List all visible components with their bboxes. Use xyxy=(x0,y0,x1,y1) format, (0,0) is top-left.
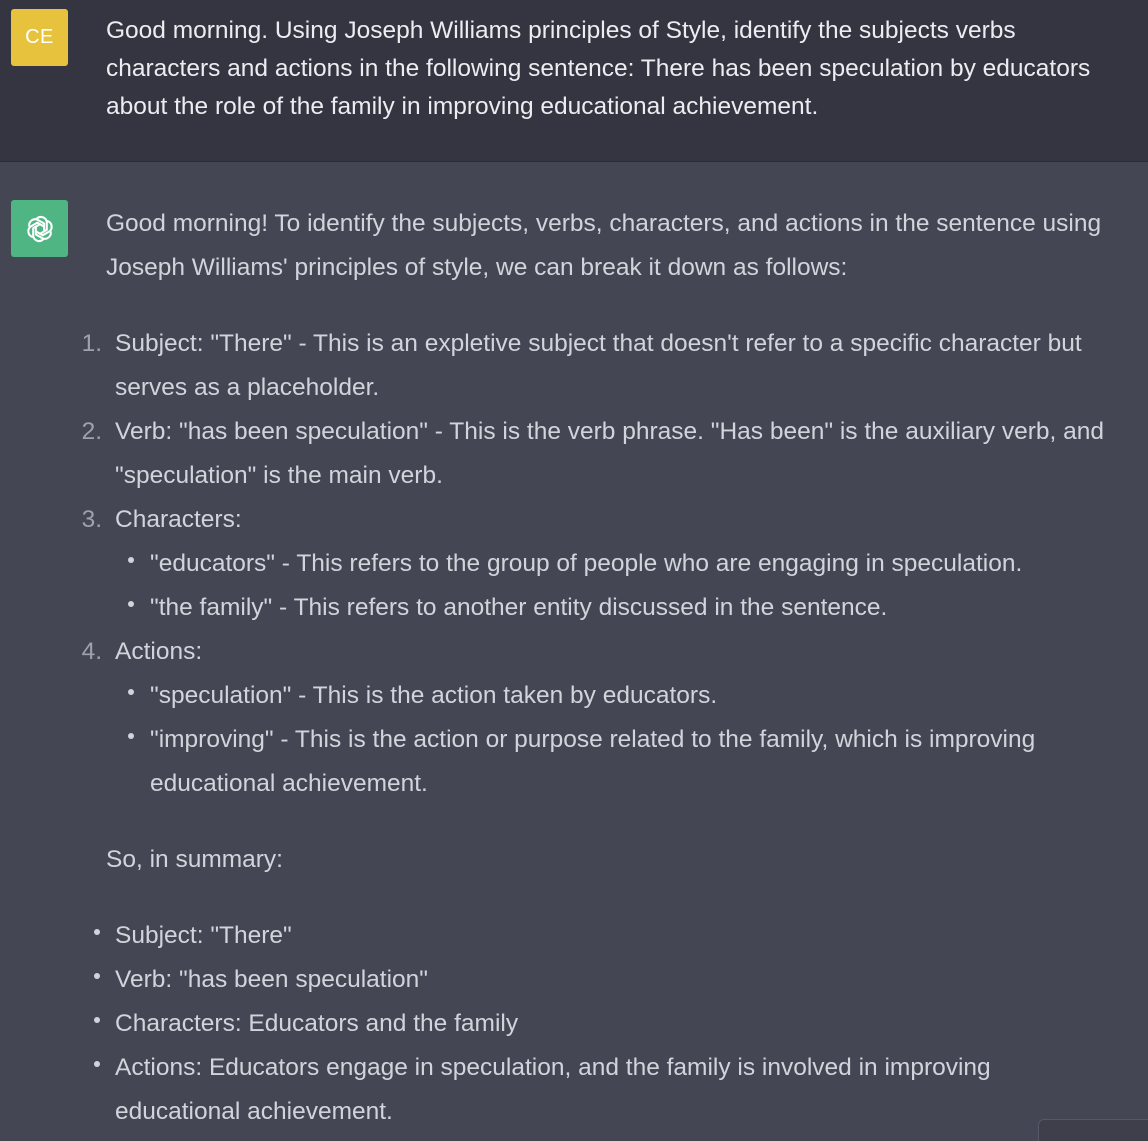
list-item-number: 2. xyxy=(81,418,102,445)
list-item-number: 1. xyxy=(81,330,102,357)
summary-item-text: Subject: "There" xyxy=(115,922,292,949)
sub-list-item-text: educational achievement. xyxy=(150,770,428,797)
user-avatar-initials: CE xyxy=(25,26,54,48)
user-message-text: Good morning. Using Joseph Williams principles of Style, identify the subjects verbs characters and actions in the following sentence: There has been speculation by educators about the role of the family in improving educational achievement. xyxy=(106,17,1091,120)
user-message xyxy=(0,0,1148,162)
summary-item-text: educational achievement. xyxy=(115,1098,393,1125)
list-item-text: Characters: xyxy=(115,506,242,533)
bullet-dot xyxy=(94,1061,100,1067)
assistant-intro: Good morning! To identify the subjects, verbs, characters, and actions in the sentence using Joseph Williams' principles of style, we can break it down as follows: xyxy=(106,210,1102,281)
scroll-corner-tab xyxy=(1038,1119,1148,1141)
openai-logo-icon xyxy=(23,212,57,246)
user-avatar xyxy=(11,9,68,66)
summary-item-text: Actions: Educators engage in speculation, and the family is involved in improving xyxy=(115,1054,991,1081)
sub-list-item-text: "the family" - This refers to another entity discussed in the sentence. xyxy=(150,594,888,621)
bullet-dot xyxy=(128,689,134,695)
summary-item-text: Characters: Educators and the family xyxy=(115,1010,519,1037)
sub-list-item-text: "speculation" - This is the action taken by educators. xyxy=(150,682,718,709)
list-item-text: Subject: "There" - This is an expletive subject that doesn't refer to a specific character but xyxy=(115,330,1082,357)
bullet-dot xyxy=(94,1017,100,1023)
list-item-number: 3. xyxy=(81,506,102,533)
list-item-text: "speculation" is the main verb. xyxy=(115,462,443,489)
sub-list-item-text: "improving" - This is the action or purpose related to the family, which is improving xyxy=(150,726,1036,753)
bullet-dot xyxy=(128,557,134,563)
list-item-text: Verb: "has been speculation" - This is the verb phrase. "Has been" is the auxiliary verb, and xyxy=(115,418,1105,445)
assistant-avatar xyxy=(11,200,68,257)
bullet-dot xyxy=(94,973,100,979)
bullet-dot xyxy=(128,733,134,739)
list-item-text: serves as a placeholder. xyxy=(115,374,380,401)
list-item-text: Actions: xyxy=(115,638,203,665)
summary-heading: So, in summary: xyxy=(106,846,283,873)
summary-item-text: Verb: "has been speculation" xyxy=(115,966,428,993)
bullet-dot xyxy=(94,929,100,935)
bullet-dot xyxy=(128,601,134,607)
list-item-number: 4. xyxy=(81,638,102,665)
sub-list-item-text: "educators" - This refers to the group of people who are engaging in speculation. xyxy=(150,550,1023,577)
